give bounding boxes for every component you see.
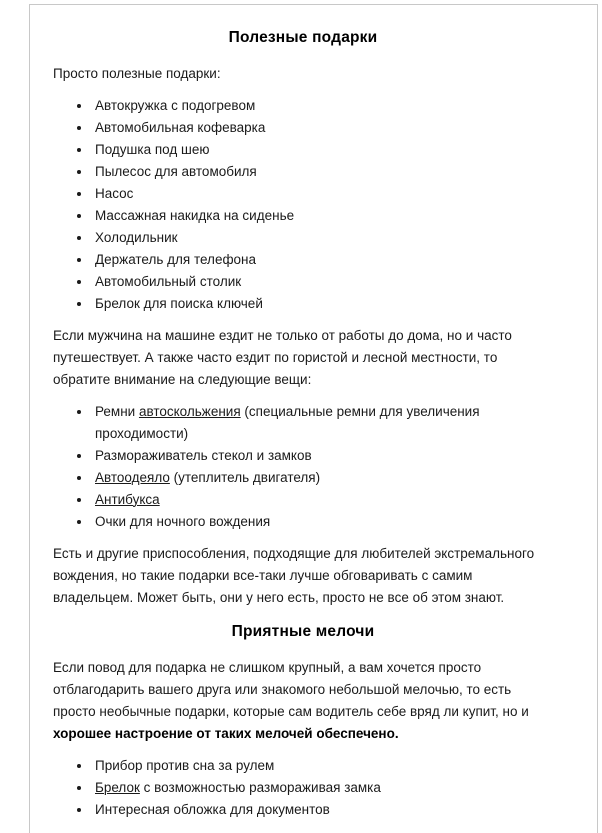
underlined-word: автоскольжения: [138, 404, 241, 419]
list-item: • Насос: [92, 183, 553, 205]
list-item: [92, 445, 553, 467]
list-item: • Автомобильная кофеварка: [92, 117, 553, 139]
list-travel-gifts: [53, 401, 553, 533]
paragraph-other-devices: Есть и другие приспособления, подходящие для любителей экстремального вождения, но такие подарки все-таки лучше обговаривать с самим владельцем. Может быть, они у него есть, просто не все об этом знают.: [53, 546, 535, 605]
paragraph-travel: Если мужчина на машине ездит не только от работы до дома, но и часто путешествует. А также часто ездит по гористой и лесной местности, то обратите внимание на следующие вещи:: [53, 328, 512, 387]
document-page: [29, 4, 598, 833]
list-small-gifts: [53, 755, 553, 821]
list-item: [92, 467, 553, 489]
list-item: [92, 401, 553, 445]
list-item: • Автомобильный столик: [92, 271, 553, 293]
list-item-text: Размораживатель стекол и замков: [95, 448, 312, 463]
list-item: • Массажная накидка на сиденье: [92, 205, 553, 227]
underlined-word: Автоодеяло: [95, 470, 170, 485]
list-item-text: (специальные ремни для увеличения проходимости): [95, 404, 480, 441]
section-title-useful-gifts: Полезные подарки: [228, 29, 378, 46]
list-item: [92, 777, 553, 799]
section-title-nice-things: Приятные мелочи: [231, 623, 375, 640]
list-item-text: Ремни: [95, 404, 139, 419]
list-item: [92, 511, 553, 533]
paragraph-text: Если повод для подарка не слишком крупный, а вам хочется просто отблагодарить вашего друга или знакомого небольшой мелочью, то есть просто необычные подарки, которые сам водитель себе вряд ли купит, но и: [53, 660, 529, 719]
list-item: • Брелок для поиска ключей: [92, 293, 553, 315]
list-item-text: Интересная обложка для документов: [95, 802, 330, 817]
list-item-text: Прибор против сна за рулем: [95, 758, 275, 773]
list-item: [92, 489, 553, 511]
list-item-text: Очки для ночного вождения: [95, 514, 271, 529]
paragraph-intro: Просто полезные подарки:: [53, 66, 221, 81]
list-item-text: с возможностью размораживая замка: [139, 780, 381, 795]
list-item-text: (утеплитель двигателя): [169, 470, 321, 485]
paragraph-nice-things: [53, 657, 553, 745]
list-item: • Холодильник: [92, 227, 553, 249]
list-item: • Подушка под шею: [92, 139, 553, 161]
list-item: [92, 755, 553, 777]
paragraph-bold-text: хорошее настроение от таких мелочей обеспечено.: [53, 726, 399, 741]
list-item: • Автокружка с подогревом: [92, 95, 553, 117]
list-useful-gifts: [53, 95, 553, 315]
list-item: • Пылесос для автомобиля: [92, 161, 553, 183]
list-item: • Держатель для телефона: [92, 249, 553, 271]
underlined-word: Брелок: [95, 780, 140, 795]
list-item: [92, 799, 553, 821]
underlined-word: Антибукса: [95, 492, 160, 507]
